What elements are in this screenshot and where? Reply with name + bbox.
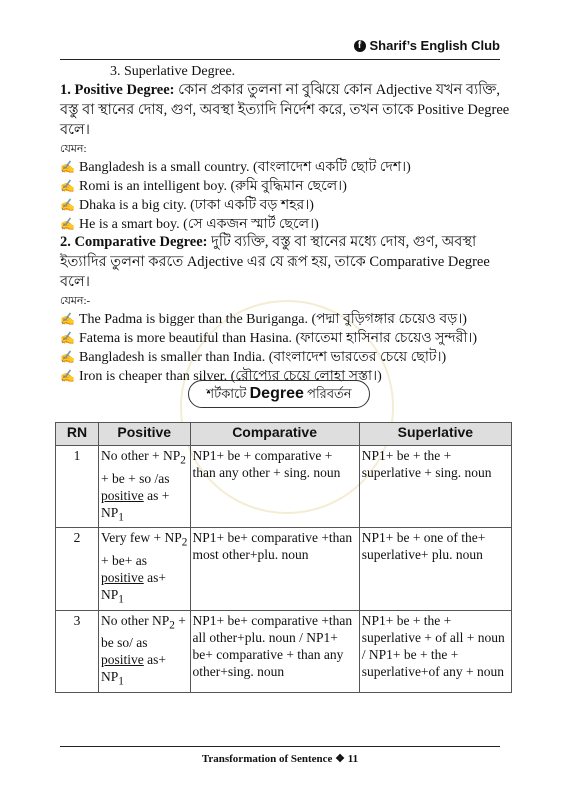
example-text: Fatema is more beautiful than Hasina. (ফাতেমা হাসিনার চেয়েও সুন্দরী।) bbox=[79, 331, 478, 346]
positive-section bbox=[60, 80, 510, 234]
brand-name: Sharif’s English Club bbox=[369, 38, 500, 53]
positive-segment: 1 bbox=[118, 511, 124, 524]
positive-title: 1. Positive Degree: bbox=[60, 82, 175, 98]
box-title-pre: শর্টকাটে bbox=[206, 386, 247, 401]
example-text: He is a smart boy. (সে একজন স্মার্ট ছেলে।) bbox=[79, 217, 319, 232]
pen-icon: ✍ bbox=[60, 331, 75, 345]
degree-table bbox=[55, 422, 512, 693]
example-text: Bangladesh is a small country. (বাংলাদেশ একটি ছোট দেশ।) bbox=[79, 160, 411, 175]
positive-segment: 2 bbox=[180, 454, 186, 467]
positive-cell bbox=[99, 446, 191, 528]
header-superlative: Superlative bbox=[359, 423, 511, 446]
positive-segment: 2 bbox=[181, 537, 188, 550]
pen-icon: ✍ bbox=[60, 179, 75, 193]
table-row bbox=[56, 528, 512, 610]
positive-segment: 2 bbox=[169, 619, 175, 632]
table-row bbox=[56, 446, 512, 528]
example-item bbox=[60, 348, 510, 367]
example-item bbox=[60, 177, 510, 196]
example-text: Dhaka is a big city. (ঢাকা একটি বড় শহর।) bbox=[79, 198, 314, 213]
positive-cell bbox=[99, 610, 191, 692]
footer-text: Transformation of Sentence ❖ 11 bbox=[201, 753, 359, 765]
comparative-cell: NP1+ be + comparative + than any other + sing. noun bbox=[190, 446, 359, 528]
comparative-cell: NP1+ be+ comparative +than all other+plu. noun / NP1+ be+ comparative + than any other+sing. noun bbox=[190, 610, 359, 692]
positive-desc: কোন প্রকার তুলনা না বুঝিয়ে কোন Adjective যখন ব্যক্তি, বস্তু বা স্থানের দোষ, গুণ, অবস্থা ইত্যাদি নির্দেশ করে, তখন তাকে Positive Degree বলে। bbox=[60, 82, 510, 138]
box-title-bold: Degree bbox=[249, 385, 304, 402]
comparative-example-label: যেমন:- bbox=[60, 295, 91, 307]
positive-definition bbox=[60, 80, 510, 140]
positive-segment: No other NP bbox=[101, 612, 170, 628]
pen-icon: ✍ bbox=[60, 369, 75, 383]
header-comparative: Comparative bbox=[190, 423, 359, 446]
footer-rule bbox=[60, 746, 500, 747]
positive-segment: positive bbox=[101, 570, 144, 586]
row-number: 2 bbox=[56, 528, 99, 610]
comparative-title: 2. Comparative Degree: bbox=[60, 234, 208, 250]
pen-icon: ✍ bbox=[60, 350, 75, 364]
comparative-desc: দুটি ব্যক্তি, বস্তু বা স্থানের মধ্যে দোষ, গুণ, অবস্থা ইত্যাদির তুলনা করতে Adjective এর যে রূপ হয়, তাকে Comparative Degree বলে। bbox=[60, 234, 490, 290]
facebook-icon: f bbox=[354, 40, 366, 52]
header-positive: Positive bbox=[99, 423, 191, 446]
header-rule bbox=[60, 59, 500, 60]
positive-segment: as + NP bbox=[101, 487, 170, 520]
pen-icon: ✍ bbox=[60, 217, 75, 231]
shortcut-title-box bbox=[188, 380, 370, 408]
superlative-cell: NP1+ be + the + superlative + of all + noun / NP1+ be + the + superlative+of any + noun bbox=[359, 610, 511, 692]
pen-icon: ✍ bbox=[60, 198, 75, 212]
comparative-definition bbox=[60, 232, 510, 292]
example-text: The Padma is bigger than the Buriganga. (পদ্মা বুড়িগঙ্গার চেয়েও বড়।) bbox=[79, 312, 467, 327]
pen-icon: ✍ bbox=[60, 160, 75, 174]
superlative-cell: NP1+ be + the + superlative + sing. noun bbox=[359, 446, 511, 528]
positive-segment: Very few + NP bbox=[101, 530, 182, 546]
positive-segment: 1 bbox=[118, 593, 124, 606]
page-header bbox=[60, 30, 500, 62]
example-item bbox=[60, 329, 510, 348]
intro-line: 3. Superlative Degree. bbox=[110, 64, 236, 79]
example-item bbox=[60, 158, 510, 177]
positive-segment: positive bbox=[101, 487, 144, 503]
table-row bbox=[56, 610, 512, 692]
example-item bbox=[60, 196, 510, 215]
positive-segment: positive bbox=[101, 652, 144, 668]
positive-segment: as+ NP bbox=[101, 570, 166, 603]
example-text: Romi is an intelligent boy. (রুমি বুদ্ধিমান ছেলে।) bbox=[79, 179, 347, 194]
positive-example-label: যেমন: bbox=[60, 143, 87, 155]
example-text: Iron is cheaper than silver. (রৌপ্যের চেয়ে লোহা সস্তা।) bbox=[79, 369, 382, 384]
box-title-post: পরিবর্তন bbox=[307, 386, 352, 401]
pen-icon: ✍ bbox=[60, 312, 75, 326]
superlative-cell: NP1+ be + one of the+ superlative+ plu. noun bbox=[359, 528, 511, 610]
row-number: 3 bbox=[56, 610, 99, 692]
positive-segment: + be so/ as bbox=[101, 612, 186, 651]
positive-segment: + be+ as bbox=[101, 553, 147, 569]
positive-segment: + be + so /as bbox=[101, 470, 170, 486]
positive-segment: No other + NP bbox=[101, 448, 181, 463]
example-text: Bangladesh is smaller than India. (বাংলাদেশ ভারতের চেয়ে ছোট।) bbox=[79, 350, 447, 365]
page-footer bbox=[60, 746, 500, 776]
positive-segment: 1 bbox=[118, 676, 124, 689]
row-number: 1 bbox=[56, 446, 99, 528]
comparative-section bbox=[60, 232, 510, 386]
header-rn: RN bbox=[56, 423, 99, 446]
positive-cell bbox=[99, 528, 191, 610]
comparative-cell: NP1+ be+ comparative +than most other+plu. noun bbox=[190, 528, 359, 610]
example-item bbox=[60, 310, 510, 329]
positive-segment: as+ NP bbox=[101, 652, 166, 685]
brand bbox=[354, 38, 501, 53]
